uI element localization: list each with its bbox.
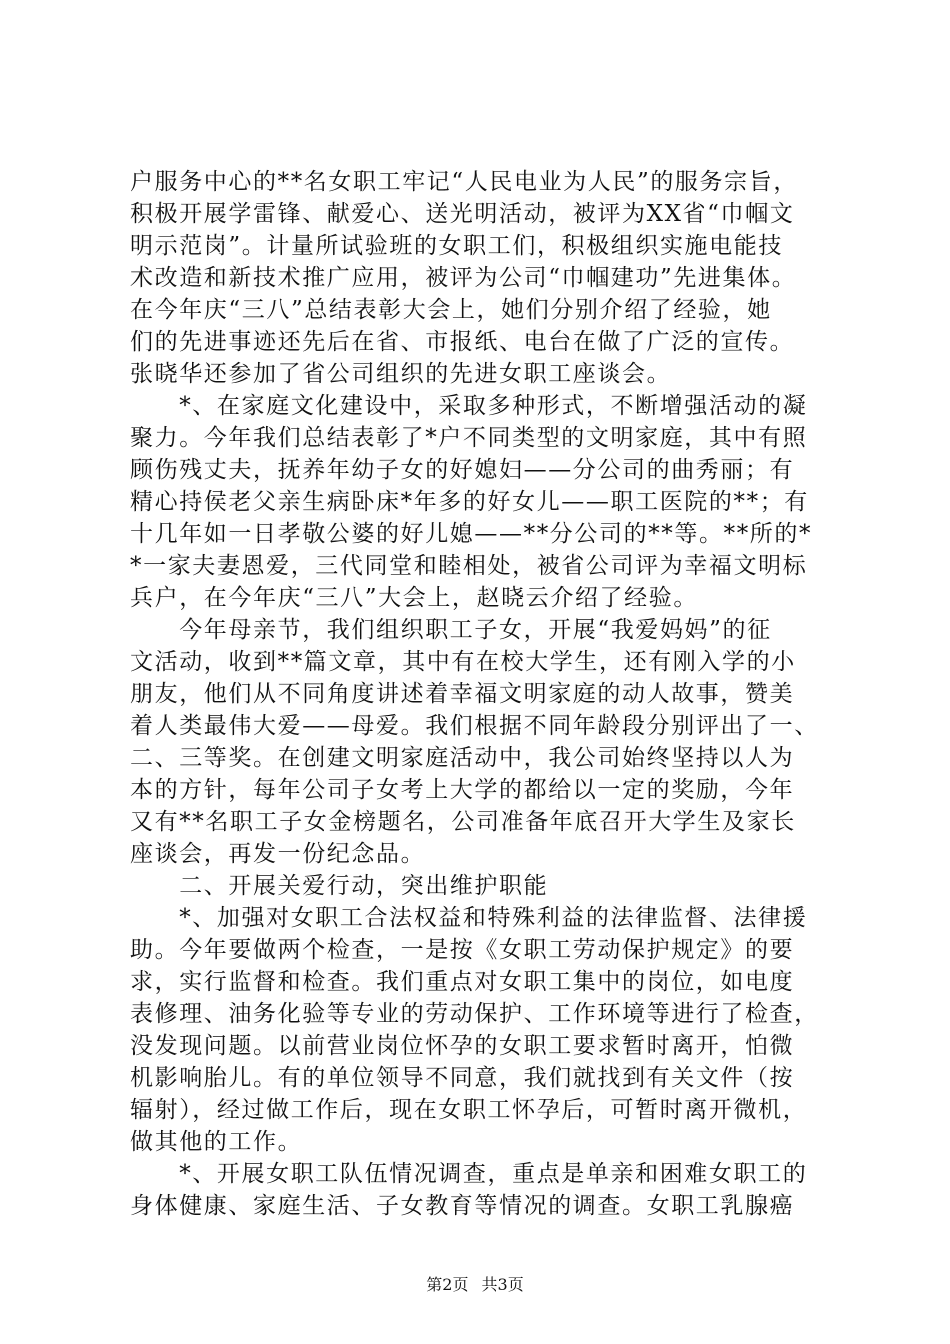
text-line: 朋友，他们从不同角度讲述着幸福文明家庭的动人故事，赞美 [130, 681, 795, 707]
page-footer [0, 1275, 950, 1295]
text-line: 十几年如一日孝敬公婆的好儿媳——**分公司的**等。**所的* [130, 521, 813, 547]
text-line: 座谈会，再发一份纪念品。 [130, 841, 426, 867]
text-line: 今年母亲节，我们组织职工子女，开展“我爱妈妈”的征 [130, 617, 772, 643]
text-line: 兵户，在今年庆“三八”大会上，赵晓云介绍了经验。 [130, 585, 698, 611]
text-line: 表修理、油务化验等专业的劳动保护、工作环境等进行了检查， [130, 1001, 819, 1027]
text-line: *、加强对女职工合法权益和特殊利益的法律监督、法律援 [130, 905, 808, 931]
text-line: 明示范岗”。计量所试验班的女职工们，积极组织实施电能技 [130, 233, 783, 259]
text-line: 户服务中心的**名女职工牢记“人民电业为人民”的服务宗旨， [130, 169, 798, 195]
document-body [130, 166, 830, 1222]
text-line: *一家夫妻恩爱，三代同堂和睦相处，被省公司评为幸福文明标 [130, 553, 808, 579]
text-line: *、开展女职工队伍情况调查，重点是单亲和困难女职工的 [130, 1161, 808, 1187]
page-number: 第2页 [426, 1275, 469, 1294]
text-line: 张晓华还参加了省公司组织的先进女职工座谈会。 [130, 361, 672, 387]
text-line: 着人类最伟大爱——母爱。我们根据不同年龄段分别评出了一、 [130, 713, 819, 739]
text-line: 做其他的工作。 [130, 1129, 303, 1155]
text-line: 辐射），经过做工作后，现在女职工怀孕后，可暂时离开微机， [130, 1097, 808, 1123]
text-line: 顾伤残丈夫，抚养年幼子女的好媳妇——分公司的曲秀丽；有 [130, 457, 795, 483]
text-line: 机影响胎儿。有的单位领导不同意，我们就找到有关文件（按 [130, 1065, 795, 1091]
text-line: 精心持侯老父亲生病卧床*年多的好女儿——职工医院的**；有 [130, 489, 809, 515]
text-line: *、在家庭文化建设中，采取多种形式，不断增强活动的凝 [130, 393, 808, 419]
text-line: 在今年庆“三八”总结表彰大会上，她们分别介绍了经验，她 [130, 297, 772, 323]
text-line: 没发现问题。以前营业岗位怀孕的女职工要求暂时离开，怕微 [130, 1033, 795, 1059]
text-line: 们的先进事迹还先后在省、市报纸、电台在做了广泛的宣传。 [130, 329, 795, 355]
text-line: 积极开展学雷锋、献爱心、送光明活动，被评为XX省“巾帼文 [130, 201, 795, 227]
page-total: 共3页 [481, 1275, 524, 1294]
text-line: 文活动，收到**篇文章，其中有在校大学生，还有刚入学的小 [130, 649, 796, 675]
text-line: 又有**名职工子女金榜题名，公司准备年底召开大学生及家长 [130, 809, 796, 835]
text-line: 身体健康、家庭生活、子女教育等情况的调查。女职工乳腺癌 [130, 1193, 795, 1219]
text-line: 二、三等奖。在创建文明家庭活动中，我公司始终坚持以人为 [130, 745, 795, 771]
text-line: 二、开展关爱行动，突出维护职能 [130, 873, 549, 899]
text-line: 求，实行监督和检查。我们重点对女职工集中的岗位，如电度 [130, 969, 795, 995]
text-line: 本的方针，每年公司子女考上大学的都给以一定的奖励，今年 [130, 777, 795, 803]
text-line: 聚力。今年我们总结表彰了*户不同类型的文明家庭，其中有照 [130, 425, 808, 451]
text-line: 助。今年要做两个检查，一是按《女职工劳动保护规定》的要 [130, 937, 795, 963]
text-line: 术改造和新技术推广应用，被评为公司“巾帼建功”先进集体。 [130, 265, 797, 291]
